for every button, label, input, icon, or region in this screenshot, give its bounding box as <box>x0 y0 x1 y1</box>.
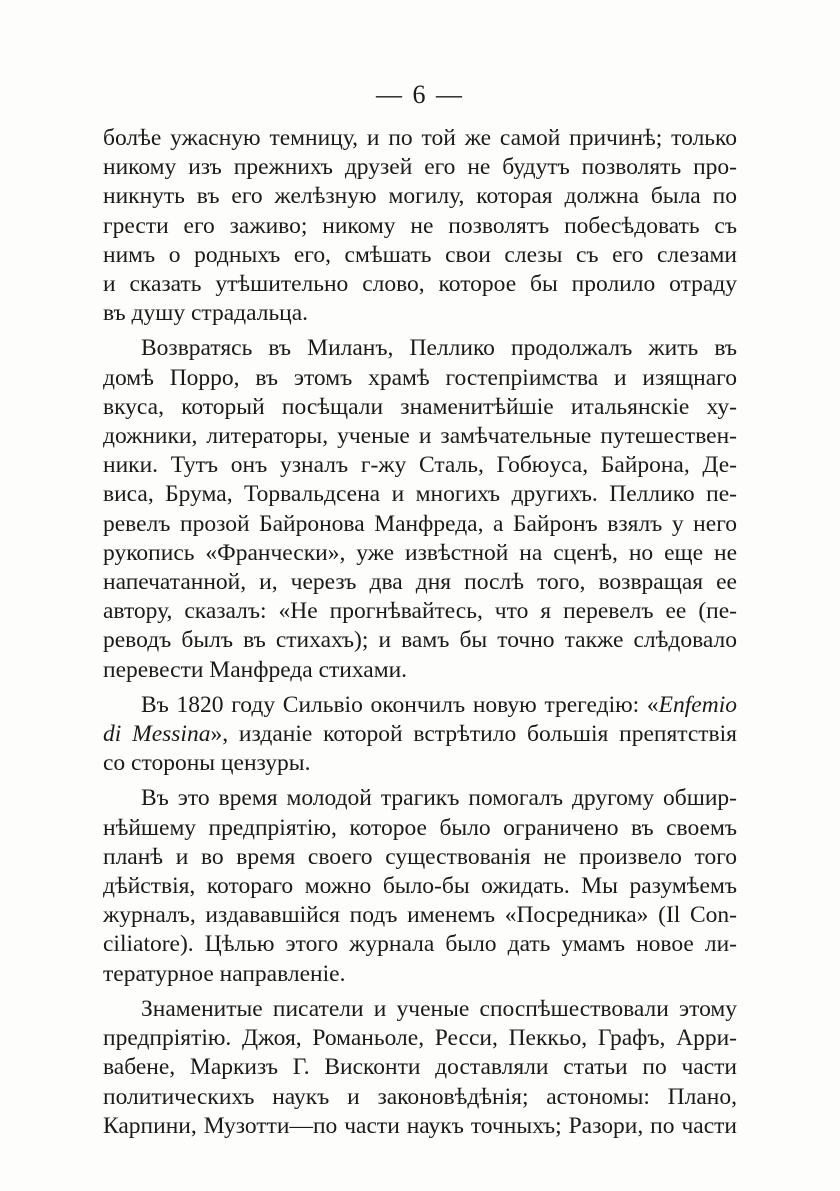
text-body <box>103 124 737 1141</box>
paragraph-3 <box>103 691 737 779</box>
text-line: вабене, Маркизъ Г. Висконти доставляли статьи по части <box>103 1054 737 1081</box>
text-line: реводъ былъ въ стихахъ); и вамъ бы точно также слѣдовало <box>103 627 737 654</box>
play-title-italic: di Messina <box>103 721 211 748</box>
text-line: домѣ Порро, въ этомъ храмѣ гостепріимства и изящнаго <box>103 364 737 391</box>
paragraph-4 <box>103 784 737 988</box>
text-line <box>103 691 737 720</box>
text-line: вкуса, который посѣщали знаменитѣйшіе итальянскіе ху- <box>103 393 737 420</box>
text-line: въ душу страдальца. <box>103 300 309 327</box>
text-line: напечатанной, и, черезъ два дня послѣ того, возвращая ее <box>103 569 737 596</box>
text-line: и сказать утѣшительно слово, которое бы пролило отраду <box>103 271 737 298</box>
text-line: Въ это время молодой трагикъ помогалъ другому обшир- <box>141 785 737 812</box>
text-line: болѣе ужасную темницу, и по той же самой причинѣ; только <box>103 125 737 151</box>
text-line: дожники, литераторы, ученые и замѣчательные путешествен- <box>103 423 737 450</box>
paragraph-2 <box>103 334 737 684</box>
text-line: со стороны цензуры. <box>103 750 311 777</box>
paragraph-5 <box>103 995 737 1141</box>
text-line: Возвратясь въ Миланъ, Пеллико продолжалъ жить въ <box>141 335 737 362</box>
text-line: ревелъ прозой Байронова Манфреда, а Байронъ взялъ у него <box>103 510 737 537</box>
text-line: политическихъ наукъ и законовѣдѣнія; астономы: Плано, <box>103 1083 737 1110</box>
text-line: виса, Брума, Торвальдсена и многихъ другихъ. Пеллико пе- <box>103 481 737 508</box>
page-number: — 6 — <box>376 80 464 109</box>
text-line: журналъ, издававшійся подъ именемъ «Посредника» (Il Con- <box>103 902 737 929</box>
text-line: Карпини, Музотти—по части наукъ точныхъ; Разори, по части <box>103 1112 737 1139</box>
text-line: грести его заживо; никому не позволятъ побесѣдовать съ <box>103 212 737 239</box>
text-line: рукопись «Франчески», уже извѣстной на сценѣ, но еще не <box>103 539 737 566</box>
text-line: дѣйствія, котораго можно было-бы ожидать. Мы разумѣемъ <box>103 873 737 900</box>
text-line: никому изъ прежнихъ друзей его не будутъ позволять про- <box>103 154 737 181</box>
text-segment: », изданіе которой встрѣтило большія препятствія <box>210 721 737 748</box>
text-line: планѣ и во время своего существованія не произвело того <box>103 843 737 870</box>
text-line <box>103 720 737 749</box>
play-title-italic: Enfemio <box>658 691 737 718</box>
text-segment: Въ 1820 году Сильвіо окончилъ новую трегедію: « <box>141 691 659 718</box>
text-line: тературное направленіе. <box>103 960 346 987</box>
text-line: нимъ о родныхъ его, смѣшать свои слезы съ его слезами <box>103 241 737 268</box>
text-line: ciliatore). Цѣлью этого журнала было дать умамъ новое ли- <box>103 931 737 958</box>
text-line: автору, сказалъ: «Не прогнѣвайтесь, что я перевелъ ее (пе- <box>103 598 737 625</box>
text-line: нѣйшему предпріятію, которое было ограничено въ своемъ <box>103 814 737 841</box>
text-line: перевести Манфреда стихами. <box>103 656 408 683</box>
text-line: Знаменитые писатели и ученые споспѣшествовали этому <box>141 995 737 1022</box>
text-line: ники. Тутъ онъ узналъ г-жу Сталь, Гобюуса, Байрона, Де- <box>103 452 737 479</box>
paragraph-1 <box>103 124 737 328</box>
text-line: никнуть въ его желѣзную могилу, которая должна была по <box>103 183 737 210</box>
text-line: предпріятію. Джоя, Романьоле, Ресси, Пеккьо, Графъ, Арри- <box>103 1025 737 1052</box>
